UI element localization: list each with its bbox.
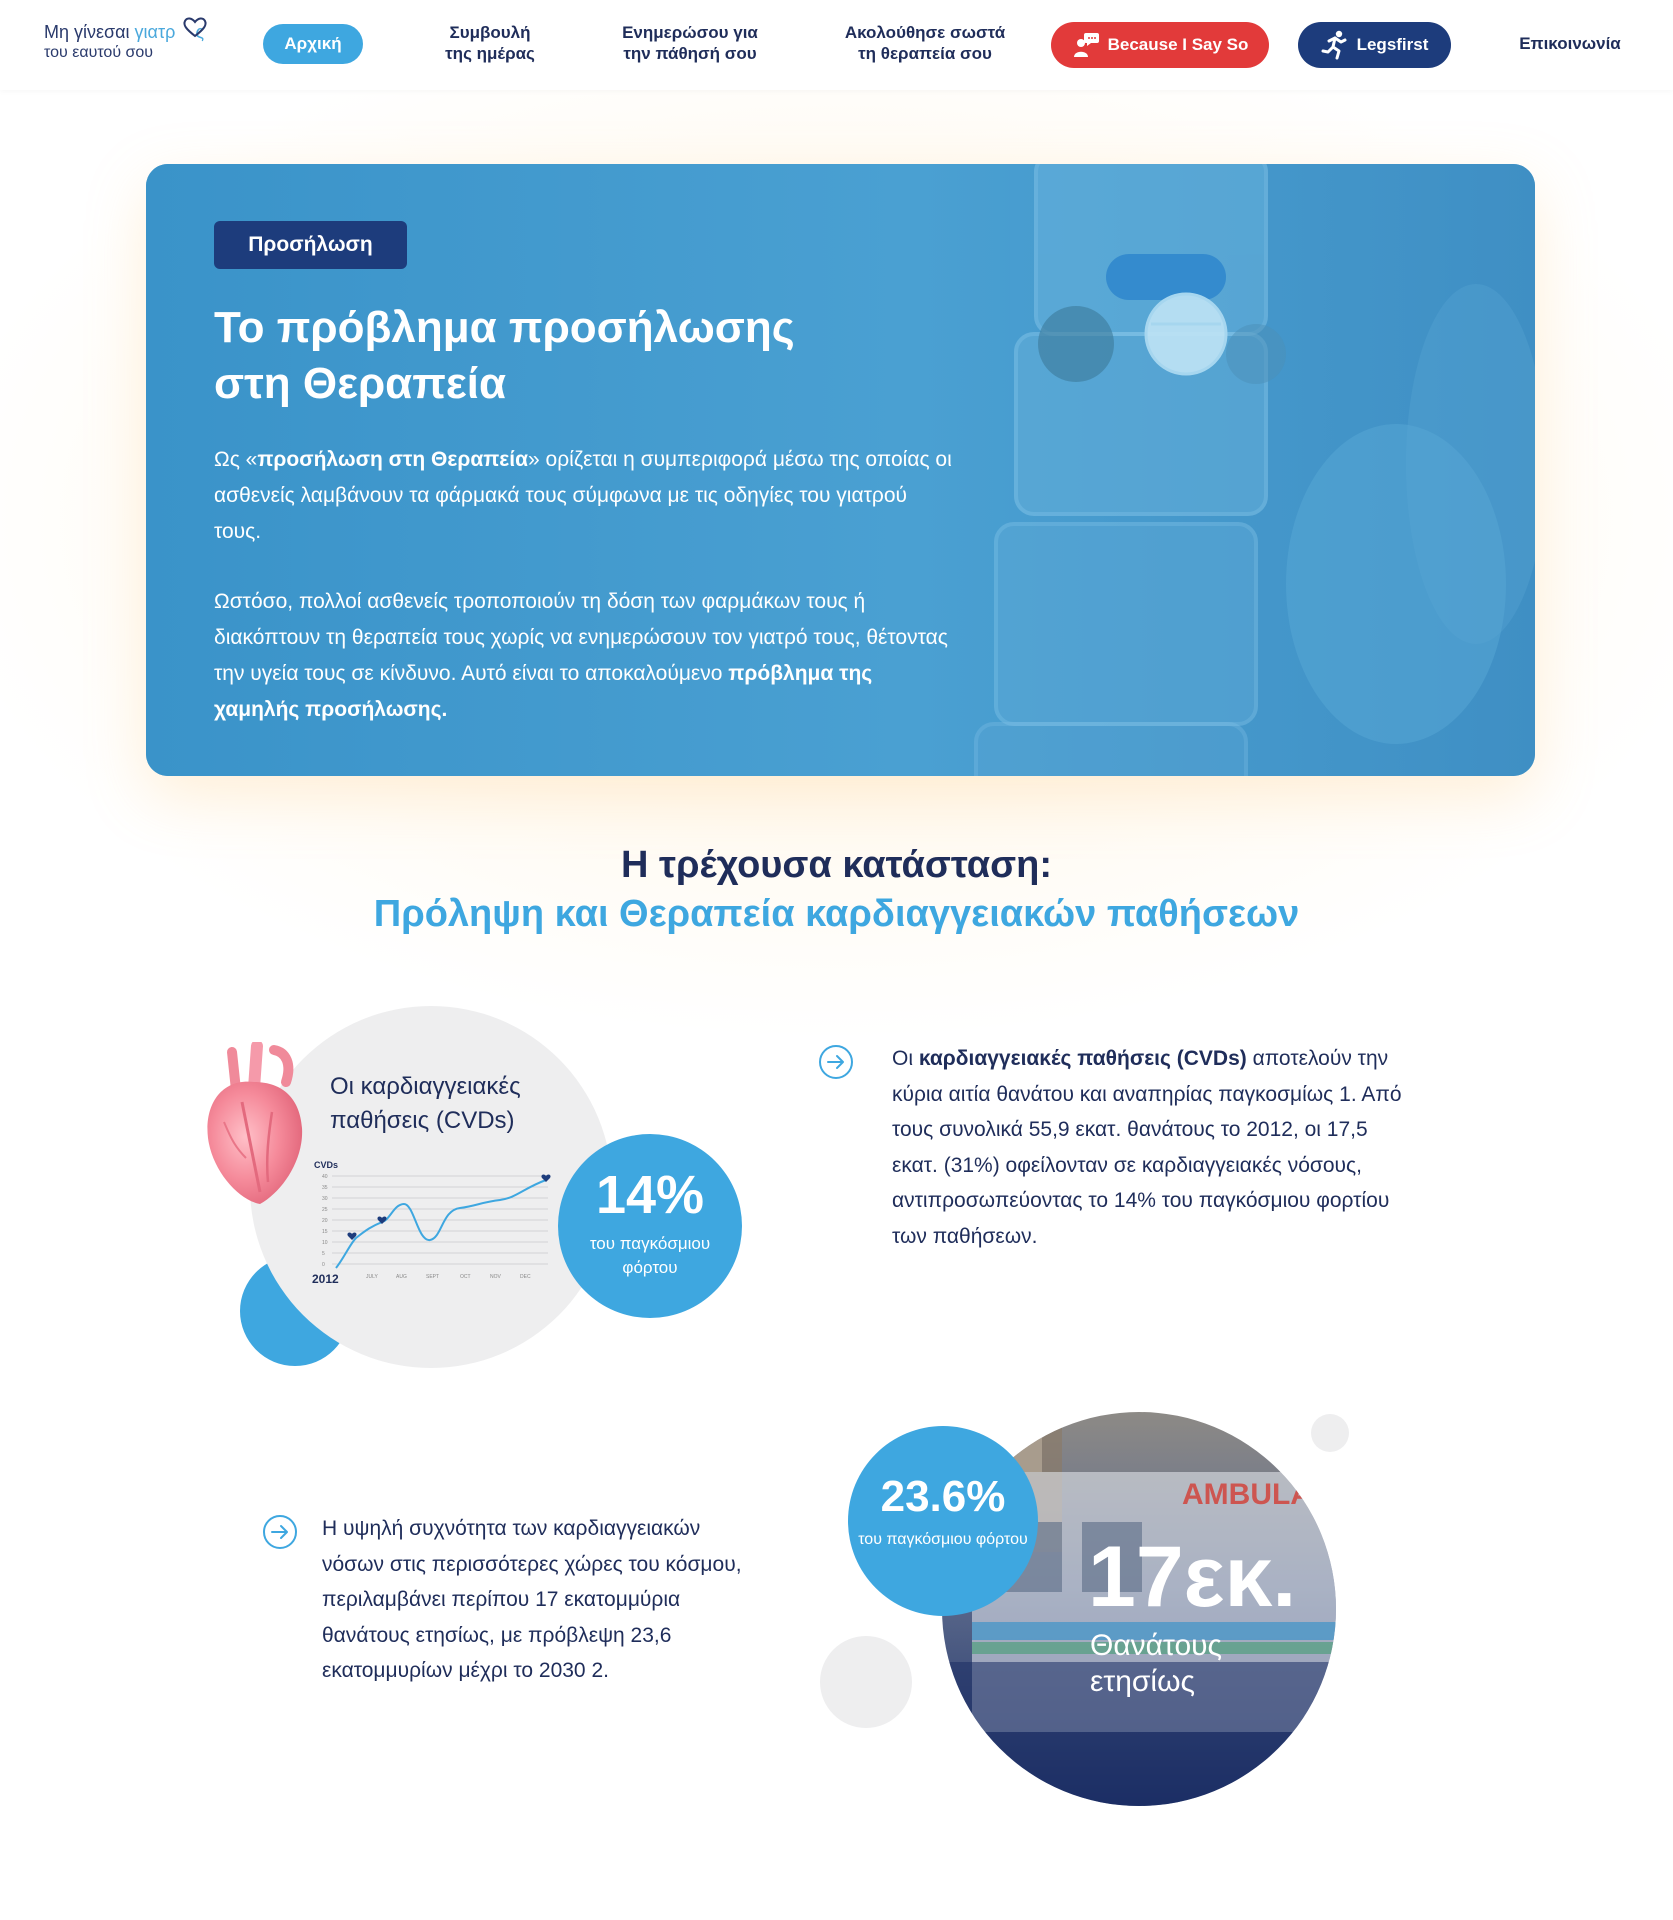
logo-heart-icon [182,16,208,38]
mini-chart-year: 2012 [312,1272,339,1286]
arrow-right-circle-icon [262,1514,298,1550]
nav-tip-line1: Συμβουλή [449,23,531,42]
hero-tag-badge: Προσήλωση [214,221,407,269]
site-logo[interactable] [44,20,234,68]
hero-paragraph-2: Ωστόσο, πολλοί ασθενείς τροποποιούν τη δόση των φαρμάκων τους ή διακόπτουν τη θεραπεία τους χωρίς να ενημερώσουν τον γιατρό τους, θέτοντας την υγεία τους σε κίνδυνο. Αυτό είναι το αποκαλούμενο πρόβλημα της χαμηλής προσήλωσης. [214,590,948,721]
nav-follow-treatment[interactable] [830,22,1020,64]
stat-14-percent-caption: του παγκόσμιου φόρτου [589,1234,711,1277]
ambulance-sign-text: AMBULA [1182,1478,1312,1511]
site-header [0,0,1673,90]
mini-chart-tick: 5 [322,1251,325,1257]
nav-info-line2: την πάθησή σου [623,44,757,63]
logo-line1: Μη γίνεσαι γιατρ ς [44,22,204,42]
cvd-description-text: Οι καρδιαγγειακές παθήσεις (CVDs) αποτελούν την κύρια αιτία θανάτου και αναπηρίας παγκοσμίως 1. Από τους συνολικά 55,9 εκατ. θανάτους το 2012, οι 17,5 εκατ. (31%) οφείλονταν σε καρδιαγγειακές νόσους, αντιπροσωπεύοντας το 14% του παγκόσμιου φορτίου των παθήσεων. [892,1047,1402,1248]
arrow-right-circle-icon [818,1044,854,1080]
nav-contact[interactable]: Επικοινωνία [1519,34,1621,53]
hero-title-line2: στη Θεραπεία [214,359,507,408]
mini-chart-label: CVDs [314,1160,339,1170]
mini-chart-tick: 30 [322,1196,328,1202]
mini-chart-tick: 0 [322,1262,325,1268]
mini-chart-tick: 15 [322,1229,328,1235]
speech-person-icon [1072,31,1100,59]
mini-chart-series-line [336,1180,546,1268]
nav-because-i-say-so-button[interactable] [1051,22,1269,68]
mini-chart-month: JULY [366,1274,378,1280]
mini-chart-tick: 20 [322,1218,328,1224]
deaths-infographic [810,1400,1370,1820]
deaths-value: 17εκ. [1088,1529,1297,1625]
cvd-title-line2: παθήσεις (CVDs) [330,1107,515,1134]
deaths-caption-line2: ετησίως [1090,1665,1195,1698]
hero-banner [146,164,1535,776]
cvd-mini-line-chart [310,1158,554,1288]
nav-tip-of-the-day[interactable] [425,22,555,64]
hero-paragraph-1: Ως «προσήλωση στη Θεραπεία» ορίζεται η συμπεριφορά μέσω της οποίας οι ασθενείς λαμβάνουν τα φάρμακά τους σύμφωνα με τις οδηγίες του γιατρού τους. [214,448,952,543]
mini-chart-tick: 35 [322,1185,328,1191]
nav-legs-label: Legsfirst [1356,35,1429,54]
stat-14-percent-circle [558,1134,742,1318]
nav-tip-line2: της ημέρας [445,44,535,63]
stat-14-percent-value: 14% [595,1165,705,1225]
stat-23-6-percent-caption: του παγκόσμιου φόρτου [858,1531,1028,1548]
cvd-title-line1: Οι καρδιαγγειακές [330,1073,521,1100]
nav-info-line1: Ενημερώσου για [622,23,758,42]
nav-follow-line2: τη θεραπεία σου [858,44,992,63]
nav-legsfirst-button[interactable] [1298,22,1451,68]
hero-title [214,300,854,412]
cvd-frequency-text: Η υψηλή συχνότητα των καρδιαγγειακών νόσων στις περισσότερες χώρες του κόσμου, περιλαμβάνει περίπου 17 εκατομμύρια θανάτους ετησίως, με πρόβλεψη 23,6 εκατομμυρίων μέχρι το 2030 2. [322,1517,742,1682]
mini-chart-tick: 25 [322,1207,328,1213]
mini-chart-month: SEPT [426,1274,440,1280]
mini-chart-month: AUG [396,1274,407,1280]
mini-chart-month: OCT [460,1274,471,1280]
mini-chart-month: NOV [490,1274,501,1280]
mini-chart-month: DEC [520,1274,531,1280]
mini-chart-tick: 40 [322,1174,328,1180]
hero-title-line1: Το πρόβλημα προσήλωσης [214,303,795,352]
running-person-icon [1321,30,1349,60]
stat-23-6-percent-value: 23.6% [880,1472,1006,1521]
nav-learn-condition[interactable] [600,22,780,64]
nav-because-label: Because I Say So [1107,35,1249,54]
deaths-caption [1090,1628,1270,1700]
cvd-infographic [200,1000,760,1380]
mini-chart-tick: 10 [322,1240,328,1246]
mini-chart-grid [332,1176,548,1264]
logo-line2: του εαυτού σου [44,44,154,61]
anatomical-heart-icon [202,1042,308,1212]
section-subtitle: Πρόληψη και Θεραπεία καρδιαγγειακών παθήσεων [373,893,1300,935]
stat-23-6-percent-circle [848,1426,1038,1616]
cvd-title [330,1070,570,1138]
deaths-caption-line1: Θανάτους [1090,1629,1222,1662]
nav-home-button[interactable]: Αρχική [263,24,363,64]
section-title: Η τρέχουσα κατάσταση: [620,844,1053,886]
decor-grey-dot-medium [820,1636,912,1728]
nav-follow-line1: Ακολούθησε σωστά [844,23,1006,42]
